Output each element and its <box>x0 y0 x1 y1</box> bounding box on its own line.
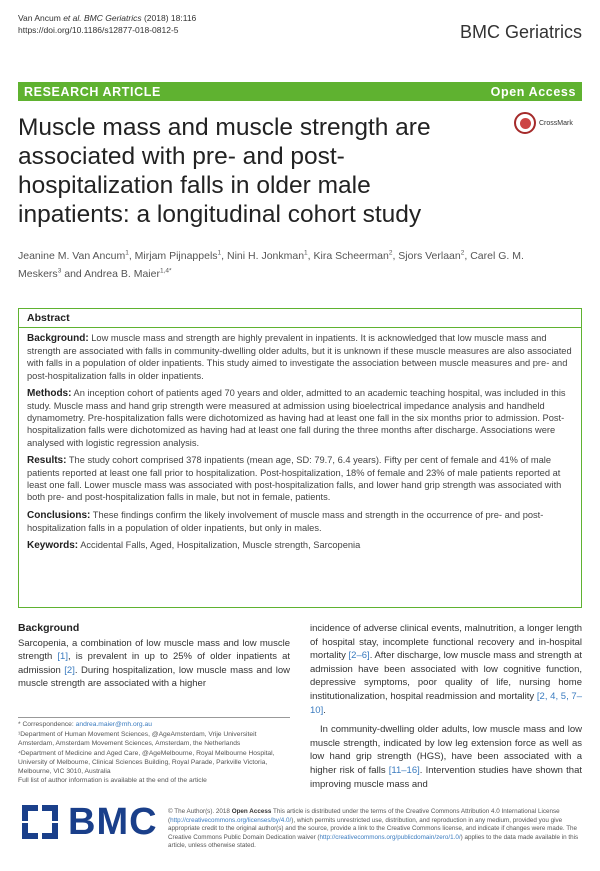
citation-link[interactable]: [11–16] <box>388 764 420 776</box>
abstract-heading: Abstract <box>19 312 581 328</box>
license-statement: © The Author(s). 2018 Open Access This article is distributed under the terms of the Creative Commons Attribution 4.0 International License (http://creativecommons.org/licenses/by/4.0/), which permits unrestricted use, distribution, and reproduction in any medium, provided you give appropriate credit to the original author(s) and the source, provide a link to the Creative Commons license, and indicate if changes were made. The Creative Commons Public Domain Dedication waiver (http://creativecommons.org/publicdomain/zero/1.0/) applies to the data made available in this article, unless otherwise stated. <box>168 808 579 849</box>
bmc-wordmark: BMC <box>68 801 158 843</box>
abstract-results: Results: The study cohort comprised 378 inpatients (mean age, SD: 79.7, 6.4 years). Fifty per cent of female and 41% of male patients reported at least one fall prior to hospitalization. Post-hospitalization, 18% of female and 23% of male patients reported at least one fall. Lower muscle mass was associated with post-hospitalization falls, and lower hand grip strength was associated with both pre- and post-hospitalization falls in male, but not in female, patients. <box>27 454 562 503</box>
author: Carel G. M. Meskers$^3$ <box>18 250 524 280</box>
article-type-band <box>18 82 582 101</box>
citation-link[interactable]: [2] <box>64 664 75 676</box>
citation-header <box>18 12 196 36</box>
author: Mirjam Pijnappels$^1$ <box>134 249 222 262</box>
abstract-box <box>18 308 582 608</box>
article-type: RESEARCH ARTICLE <box>24 84 161 99</box>
citation-link[interactable]: [2–6] <box>348 650 370 662</box>
correspondence: * Correspondence: andrea.maier@mh.org.au <box>18 721 152 728</box>
citation-line <box>18 12 196 24</box>
author: Sjors Verlaan$^2$ <box>398 249 465 262</box>
citation-authors: Van Ancum <box>18 13 64 23</box>
author-list: Jeanine M. Van Ancum$^1$, Mirjam Pijnappels$^1$, Nini H. Jonkman$^1$, Kira Scheerman$^2$, Sjors Verlaan$^2$, Carel G. M. Meskers$^3$ and Andrea B. Maier$^{1,4*}$ <box>18 249 524 280</box>
citation-volume: (2018) 18:116 <box>141 13 197 23</box>
citation-link[interactable]: [1] <box>57 651 68 663</box>
article-title: Muscle mass and muscle strength are associated with pre- and post-hospitalization falls in older male inpatients: a longitudinal cohort study <box>18 114 431 228</box>
abstract-background: Background: Low muscle mass and strength are highly prevalent in inpatients. It is acknowledged that low muscle mass and strength are associated with falls in community-dwelling older adults, but it is unknown if these muscle measures are also associated with falls in a population of older inpatients. This study aimed to investigate the association between muscle measures and pre- and post-hospitalization falls in older inpatients. <box>27 333 572 381</box>
bmc-mark-icon <box>18 801 62 843</box>
full-author-info-note: Full list of author information is available at the end of the article <box>18 777 207 785</box>
affiliation-4: ⁴Department of Medicine and Aged Care, @AgeMelbourne, Royal Melbourne Hospital, University of Melbourne, Clinical Sciences Building, Royal Parade, Parkville Victoria, Melbourne, VIC 3010, Australia <box>18 749 275 775</box>
abstract-keywords: Keywords: Accidental Falls, Aged, Hospitalization, Muscle strength, Sarcopenia <box>27 540 361 552</box>
author: Andrea B. Maier$^{1,4*}$ <box>84 267 172 280</box>
footnotes <box>18 717 290 787</box>
doi-link[interactable]: https://doi.org/10.1186/s12877-018-0812-5 <box>18 25 179 35</box>
crossmark-icon <box>514 112 536 134</box>
citation-link[interactable]: [2, 4, 5, 7–10] <box>310 690 582 716</box>
journal-name: BMC Geriatrics <box>459 22 582 42</box>
abstract-conclusions: Conclusions: These findings confirm the likely involvement of muscle mass and strength in the occurrence of pre- and post-hospitalization falls in a population of older inpatients, but only in males. <box>27 509 544 533</box>
correspondence-email[interactable]: andrea.maier@mh.org.au <box>75 721 152 728</box>
author: Jeanine M. Van Ancum$^1$ <box>18 249 129 262</box>
open-access-label: Open Access <box>490 84 576 99</box>
crossmark-badge[interactable] <box>514 112 573 134</box>
affiliation-1: ¹Department of Human Movement Sciences, @AgeAmsterdam, Vrije Universiteit Amsterdam, Amsterdam Movement Sciences, Amsterdam, the Netherlands <box>18 730 257 747</box>
citation-journal: et al. BMC Geriatrics <box>63 13 142 23</box>
author: Nini H. Jonkman$^1$ <box>227 249 308 262</box>
license-link[interactable]: http://creativecommons.org/licenses/by/4.0/ <box>170 816 292 824</box>
crossmark-label: CrossMark <box>539 119 573 127</box>
author: Kira Scheerman$^2$ <box>313 249 393 262</box>
body-right-column <box>310 622 582 797</box>
body-paragraph: incidence of adverse clinical events, malnutrition, a longer length of hospital stay, incomplete functional recovery and in-hospital mortality [2–6]. After discharge, low muscle mass and strength at admission have been associated with low cognitive function, depressive symptoms, poor quality of life, nursing home institutionalization, hospital readmission and mortality [2, 4, 5, 7–10]. <box>310 623 582 716</box>
public-domain-link[interactable]: http://creativecommons.org/publicdomain/zero/1.0/ <box>319 833 461 841</box>
body-paragraph: In community-dwelling older adults, low muscle mass and low muscle strength, indicated by low leg extension force as well as low hand grip strength (HGS), have been associated with a higher risk of falls [11–16]. Intervention studies have shown that improving muscle mass and <box>310 724 582 790</box>
abstract-methods: Methods: An inception cohort of patients aged 70 years and older, admitted to an academic teaching hospital, was included in this study. Muscle mass and hand grip strength were measured at admission using bioelectrical impedance analysis and handheld dynamometry. Pre-hospitalization falls were dichotomized as having had at least one fall in the six months prior to admission. Post-hospitalization falls were dichotomized as having had at least one fall during the three months after discharge. Associations were analysed with logistic regression analysis. <box>27 387 566 448</box>
body-paragraph: Sarcopenia, a combination of low muscle mass and low muscle strength [1], is prevalent in up to 25% of older inpatients at admission [2]. During hospitalization, low muscle mass and low muscle strength are associated with a higher <box>18 637 290 690</box>
body-left-column <box>18 622 290 697</box>
bmc-logo <box>18 801 158 843</box>
section-heading-background: Background <box>18 622 80 634</box>
